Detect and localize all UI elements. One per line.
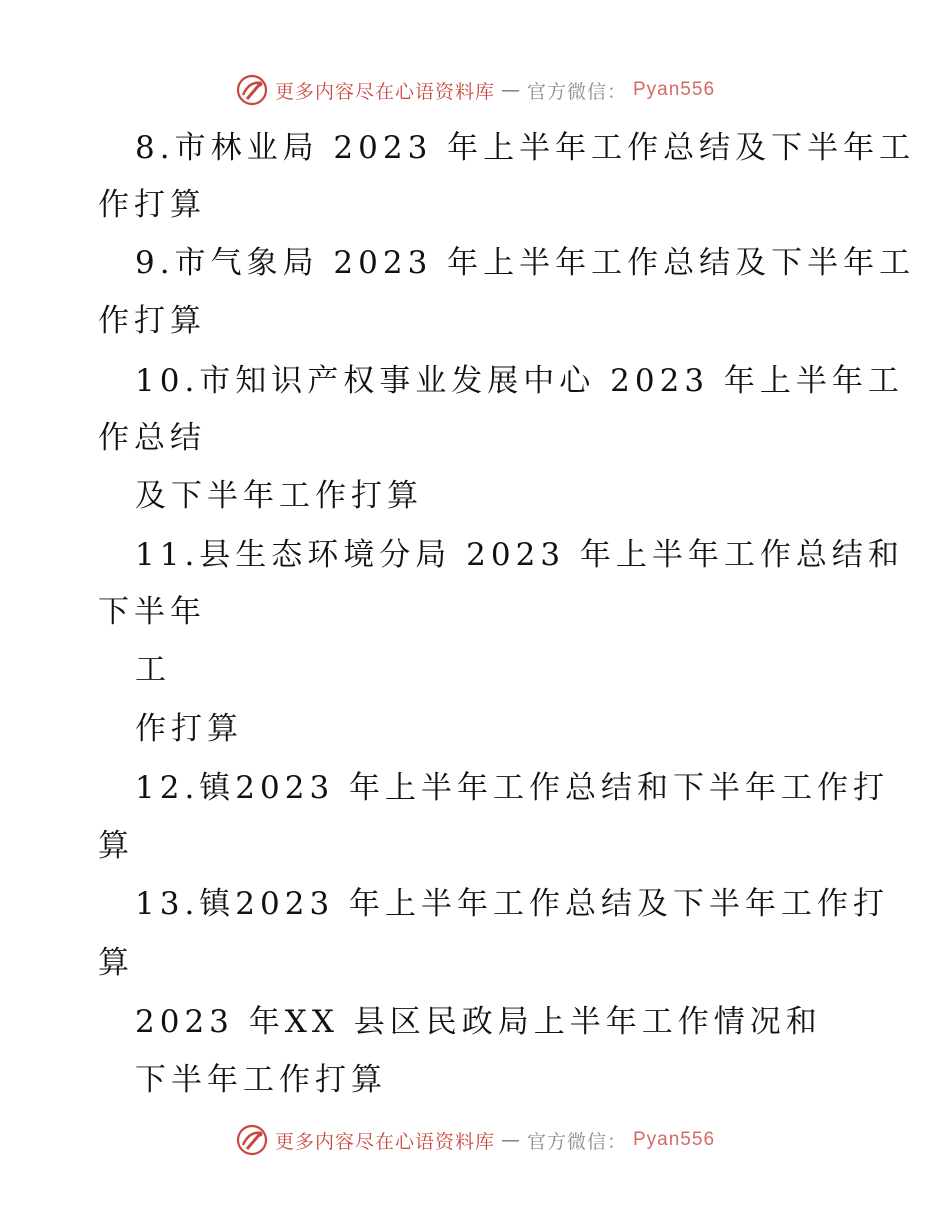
text-line: 下半年工作打算 bbox=[135, 1062, 387, 1098]
text-line: 下半年 bbox=[98, 594, 206, 630]
footer-banner bbox=[0, 1120, 950, 1160]
text-line: 9.市气象局 2023 年上半年工作总结及下半年工 bbox=[135, 245, 916, 281]
banner-wechat-id: Pyan556 bbox=[633, 1129, 716, 1150]
text-line: 算 bbox=[98, 945, 134, 981]
text-line: 2023 年XX 县区民政局上半年工作情况和 bbox=[135, 1004, 822, 1040]
text-line: 作总结 bbox=[98, 420, 206, 456]
text-line: 作打算 bbox=[98, 187, 206, 223]
text-line: 作打算 bbox=[135, 711, 243, 747]
text-line: 13.镇2023 年上半年工作总结及下半年工作打 bbox=[135, 886, 890, 922]
text-line: 12.镇2023 年上半年工作总结和下半年工作打 bbox=[135, 770, 890, 806]
banner-separator: — bbox=[500, 1129, 521, 1151]
banner-separator: — bbox=[500, 79, 521, 101]
banner-wechat-id: Pyan556 bbox=[633, 79, 716, 100]
text-line: 算 bbox=[98, 828, 134, 864]
text-line: 11.县生态环境分局 2023 年上半年工作总结和 bbox=[135, 537, 904, 573]
banner-wechat-label: 官方微信： bbox=[526, 80, 627, 103]
header-banner bbox=[0, 70, 950, 110]
brand-logo-icon bbox=[235, 1123, 269, 1157]
banner-wechat-label: 官方微信： bbox=[526, 1130, 627, 1153]
text-line: 10.市知识产权事业发展中心 2023 年上半年工 bbox=[135, 363, 904, 399]
text-line: 及下半年工作打算 bbox=[135, 478, 423, 514]
text-line: 8.市林业局 2023 年上半年工作总结及下半年工 bbox=[135, 130, 916, 166]
brand-logo-icon bbox=[235, 73, 269, 107]
text-line: 作打算 bbox=[98, 303, 206, 339]
banner-main-text: 更多内容尽在心语资料库 bbox=[274, 80, 495, 103]
banner-main-text: 更多内容尽在心语资料库 bbox=[274, 1130, 495, 1153]
text-line: 工 bbox=[135, 652, 171, 688]
